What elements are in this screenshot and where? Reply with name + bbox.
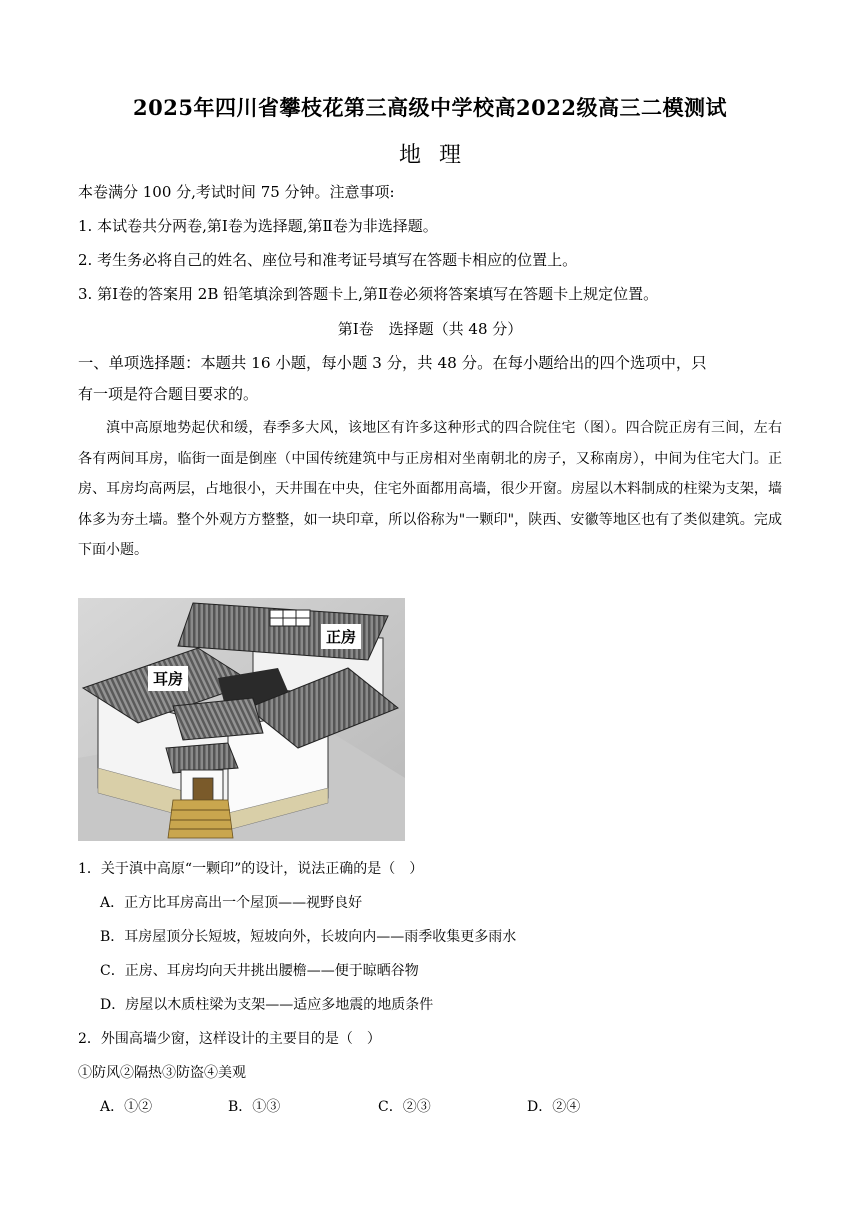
question-2-option-c: C．②③ bbox=[378, 1099, 431, 1115]
question-2-option-d: D．②④ bbox=[527, 1099, 581, 1115]
instruction-item-3: 3. 第Ⅰ卷的答案用 2B 铅笔填涂到答题卡上,第Ⅱ卷必须将答案填写在答题卡上规定位置。 bbox=[78, 285, 659, 303]
section-heading: 第Ⅰ卷 选择题（共 48 分） bbox=[337, 320, 523, 338]
question-1-stem: 1．关于滇中高原“一颗印”的设计，说法正确的是（ ） bbox=[78, 861, 424, 877]
label-main-house: 正房 bbox=[321, 624, 361, 649]
instruction-item-1: 1. 本试卷共分两卷,第Ⅰ卷为选择题,第Ⅱ卷为非选择题。 bbox=[78, 217, 438, 235]
question-1-option-b: B．耳房屋顶分长短坡，短坡向外，长坡向内——雨季收集更多雨水 bbox=[100, 929, 517, 945]
instruction-item-2: 2. 考生务必将自己的姓名、座位号和准考证号填写在答题卡相应的位置上。 bbox=[78, 251, 578, 269]
question-2-option-b: B．①③ bbox=[228, 1099, 281, 1115]
reading-passage: 滇中高原地势起伏和缓，春季多大风，该地区有许多这种形式的四合院住宅（图）。四合院正房有三间，左右各有两间耳房，临街一面是倒座（中国传统建筑中与正房相对坐南朝北的房子，又称南房），中间为住宅大门。正房、耳房均高两层，占地很小，天井围在中央，住宅外面都用高墙，很少开窗。房屋以木料制成的柱梁为支架，墙体多为夯土墙。整个外观方方整整，如一块印章，所以俗称为"一颗印"，陕西、安徽等地区也有了类似建筑。完成下面小题。 bbox=[78, 420, 782, 558]
question-1-option-c: C．正房、耳房均向天井挑出腰檐——便于晾晒谷物 bbox=[100, 963, 419, 979]
question-2-stem: 2．外围高墙少窗，这样设计的主要目的是（ ） bbox=[78, 1031, 381, 1047]
question-2-option-a: A．①② bbox=[100, 1099, 153, 1115]
exam-title: 2025年四川省攀枝花第三高级中学校高2022级高三二模测试 bbox=[133, 95, 727, 120]
question-1-option-d: D．房屋以木质柱梁为支架——适应多地震的地质条件 bbox=[100, 997, 434, 1013]
question-1-option-a: A．正方比耳房高出一个屋顶——视野良好 bbox=[100, 895, 363, 911]
subject-title: 地理 bbox=[398, 143, 479, 168]
label-side-house: 耳房 bbox=[148, 666, 188, 691]
question-2-choices: ①防风②隔热③防盗④美观 bbox=[78, 1065, 246, 1081]
section-instruction-line1: 一、单项选择题：本题共 16 小题，每小题 3 分，共 48 分。在每小题给出的四个选项中，只 bbox=[78, 354, 707, 372]
instructions-intro: 本卷满分 100 分,考试时间 75 分钟。注意事项: bbox=[78, 183, 395, 201]
section-instruction-line2: 有一项是符合题目要求的。 bbox=[78, 385, 259, 403]
courtyard-house-figure bbox=[78, 598, 405, 841]
